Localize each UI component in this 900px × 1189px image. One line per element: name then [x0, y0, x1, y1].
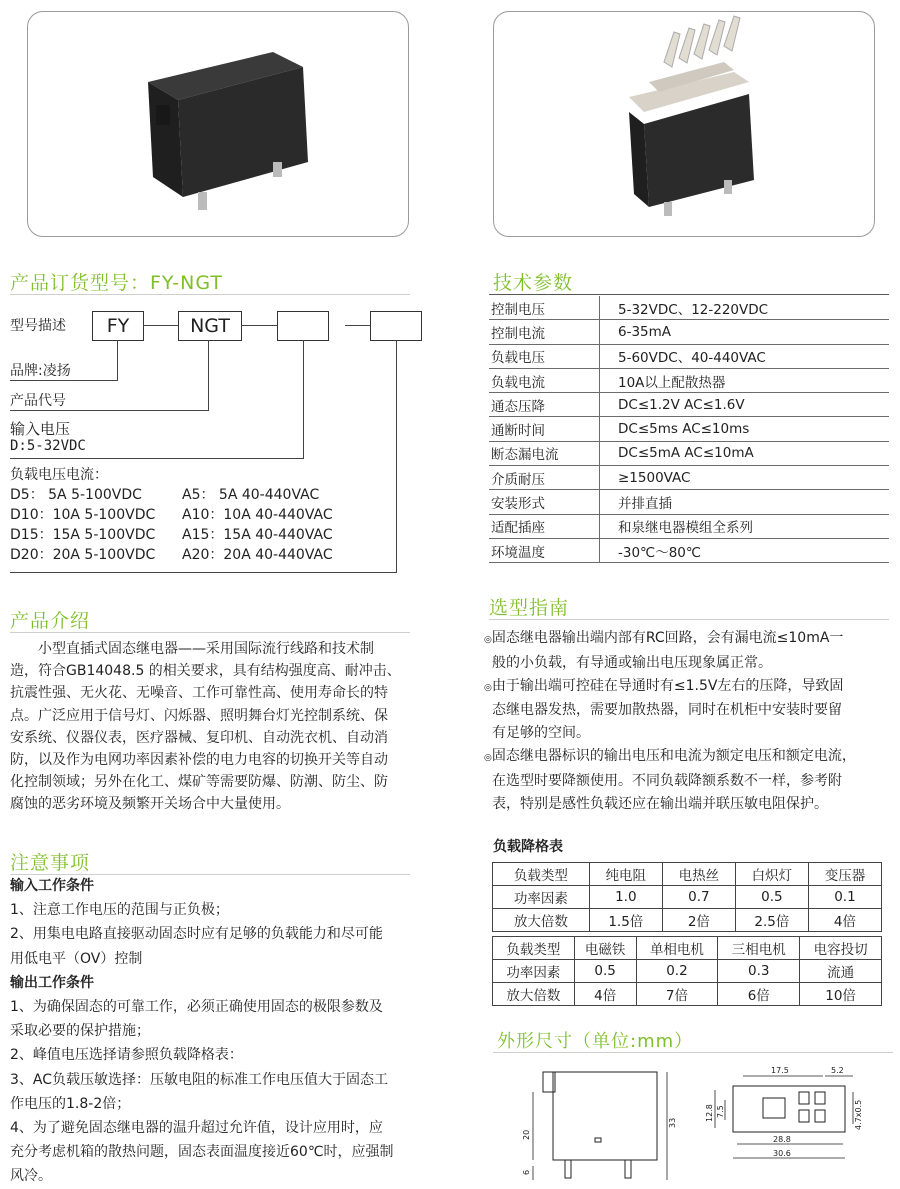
tech-key: 控制电流: [489, 320, 600, 344]
bracket-line: [208, 340, 209, 410]
load-row: [10, 545, 333, 565]
derating-cell: 2.5倍: [735, 909, 808, 932]
intro-line: 腐蚀的恶劣环境及频繁开关场合中大量使用。: [10, 796, 290, 813]
tech-key: 适配插座: [489, 514, 600, 538]
load-dc: D20：20A 5-100VDC: [10, 547, 156, 563]
guide-title: 选型指南: [489, 597, 570, 619]
order-title: 产品订货型号：FY-NGT: [10, 272, 224, 294]
notes-line: 2、用集电电路直接驱动固态时应有足够的负载能力和尽可能: [10, 926, 383, 943]
tech-row: [489, 441, 889, 465]
guide-line: 表，特别是感性负载还应在输出端并联压敏电阻保护。: [492, 795, 828, 812]
dim-12-8: 12.8: [705, 1104, 714, 1122]
input-voltage-value: D:5-32VDC: [10, 438, 86, 454]
tech-row: [489, 344, 889, 368]
tech-value: 10A以上配散热器: [600, 368, 890, 392]
derating-row: [493, 909, 882, 932]
dims-title: 外形尺寸（单位:mm）: [497, 1031, 694, 1052]
tech-value: 并排直插: [600, 490, 890, 514]
guide-line: 般的小负载，有导通或输出电压现象属正常。: [492, 654, 772, 671]
derating-cell: 电容投切: [800, 937, 882, 960]
notes-list: [10, 874, 450, 1189]
derating-cell: 负载类型: [493, 937, 575, 960]
tech-value: ≥1500VAC: [600, 466, 890, 490]
tech-divider: [489, 294, 889, 295]
notes-line: 风冷。: [10, 1168, 52, 1185]
tech-key: 通态压降: [489, 393, 600, 417]
derating-cell: 1.0: [589, 886, 662, 909]
tech-value: -30℃～80℃: [600, 538, 890, 562]
derating-cell: 白炽灯: [735, 863, 808, 886]
guide-line: ◎由于输出端可控硅在导通时有≤1.5V左右的压降，导致固: [484, 677, 844, 694]
derating-cell: 6倍: [718, 983, 800, 1006]
product-photo-frame-right: [493, 11, 875, 237]
derating-table-1: [492, 862, 882, 932]
guide-line: ◎固态继电器标识的输出电压和电流为额定电压和额定电流，: [484, 747, 856, 764]
derating-row: [493, 937, 882, 960]
derating-cell: 4倍: [808, 909, 881, 932]
derating-cell: 变压器: [808, 863, 881, 886]
guide-line: 态继电器发热，需要加散热器，同时在机柜中安装时要留: [492, 702, 842, 719]
derating-cell: 4倍: [574, 983, 636, 1006]
intro-line: 小型直插式固态继电器——采用国际流行线路和技术制: [38, 641, 374, 657]
tech-row: [489, 368, 889, 392]
derating-row: [493, 863, 882, 886]
load-ac: A20：20A 40-440VAC: [182, 547, 333, 563]
derating-cell: 7倍: [636, 983, 718, 1006]
notes-line: 作电压的1.8-2倍；: [10, 1095, 131, 1112]
derating-cell: 10倍: [800, 983, 882, 1006]
load-dc: D15：15A 5-100VDC: [10, 527, 156, 543]
tech-key: 环境温度: [489, 538, 600, 562]
notes-line: 1、注意工作电压的范围与正负极；: [10, 902, 229, 919]
tech-row: [489, 417, 889, 441]
notes-line: 用低电平（OV）控制: [10, 950, 143, 967]
guide-line: ◎固态继电器输出端内部有RC回路，会有漏电流≤10mA一: [484, 630, 844, 646]
tech-key: 控制电压: [489, 296, 600, 320]
load-dc: D10：10A 5-100VDC: [10, 507, 156, 523]
brand-label: 品牌:凌扬: [10, 363, 71, 379]
model-box-voltage: [277, 311, 329, 341]
dim-30-6: 30.6: [773, 1149, 791, 1158]
derating-cell: 放大倍数: [493, 983, 575, 1006]
tech-value: DC≤5mA AC≤10mA: [600, 441, 890, 465]
load-row: [10, 485, 333, 505]
relay-photo: [28, 12, 408, 236]
bracket-line: [303, 340, 304, 458]
tech-row: [489, 466, 889, 490]
tech-key: 通断时间: [489, 417, 600, 441]
derating-cell: 电磁铁: [574, 937, 636, 960]
guide-list: [484, 627, 894, 815]
tech-value: DC≤5ms AC≤10ms: [600, 417, 890, 441]
tech-key: 介质耐压: [489, 466, 600, 490]
dim-7-5: 7.5: [716, 1105, 725, 1118]
dim-5-2: 5.2: [831, 1066, 844, 1075]
tech-row: [489, 514, 889, 538]
derating-cell: 放大倍数: [493, 909, 590, 932]
load-label: 负载电压电流：: [10, 467, 108, 483]
notes-title: 注意事项: [10, 852, 91, 874]
load-ac: A10：10A 40-440VAC: [182, 507, 333, 523]
derating-cell: 负载类型: [493, 863, 590, 886]
dim-6: 6: [522, 1169, 531, 1175]
derating-cell: 0.5: [735, 886, 808, 909]
model-box-load: [370, 311, 422, 341]
connector-line: [143, 325, 178, 326]
intro-line: 化控制领域；另外在化工、煤矿等需要防爆、防潮、防尘、防: [10, 774, 388, 791]
tech-value: DC≤1.2V AC≤1.6V: [600, 393, 890, 417]
notes-line: 4、为了避免固态继电器的温升超过允许值，设计应用时，应: [10, 1120, 383, 1137]
tech-value: 5-32VDC、12-220VDC: [600, 296, 890, 320]
intro-paragraph: [10, 638, 440, 816]
tech-key: 负载电流: [489, 368, 600, 392]
derating-cell: 电热丝: [662, 863, 735, 886]
model-box-ngt: NGT: [178, 311, 242, 341]
derating-cell: 功率因素: [493, 886, 590, 909]
dim-28-8: 28.8: [773, 1135, 791, 1144]
dimension-drawing-side: [515, 1058, 685, 1189]
tech-row: [489, 490, 889, 514]
load-ac: A15：15A 40-440VAC: [182, 527, 333, 543]
bracket-line: [10, 572, 397, 573]
bracket-line: [396, 340, 397, 572]
bullet-icon: ◎: [484, 682, 492, 693]
bracket-line: [10, 458, 304, 459]
connector-line: [241, 325, 277, 326]
intro-line: 造，符合GB14048.5 的相关要求，具有结构强度高、耐冲击、: [10, 663, 401, 680]
derating-cell: 纯电阻: [589, 863, 662, 886]
derating-cell: 2倍: [662, 909, 735, 932]
intro-line: 防，以及作为电网功率因素补偿的电力电容的切换开关等自动: [10, 752, 388, 769]
derating-title: 负载降格表: [493, 839, 563, 855]
dim-20: 20: [522, 1129, 531, 1140]
model-box-fy: FY: [92, 311, 144, 341]
intro-line: 点。广泛应用于信号灯、闪烁器、照明舞台灯光控制系统、保: [10, 707, 388, 724]
tech-row: [489, 320, 889, 344]
dims-divider: [493, 1052, 893, 1053]
derating-cell: 0.5: [574, 960, 636, 983]
derating-row: [493, 983, 882, 1006]
bracket-line: [117, 340, 118, 380]
tech-value: 5-60VDC、40-440VAC: [600, 344, 890, 368]
guide-line: 在选型时要降额使用。不同负载降额系数不一样，参考附: [492, 772, 842, 789]
derating-table-2: [492, 936, 882, 1006]
load-dc: D5： 5A 5-100VDC: [10, 487, 142, 503]
notes-heading: 输出工作条件: [10, 974, 94, 991]
tech-value: 6-35mA: [600, 320, 890, 344]
notes-line: 3、AC负载压敏选择：压敏电阻的标准工作电压值大于固态工: [10, 1071, 389, 1088]
load-rows: [10, 485, 333, 565]
tech-key: 断态漏电流: [489, 441, 600, 465]
bullet-icon: ◎: [484, 635, 492, 645]
derating-cell: 0.7: [662, 886, 735, 909]
tech-key: 负载电压: [489, 344, 600, 368]
tech-row: [489, 296, 889, 320]
derating-cell: 0.3: [718, 960, 800, 983]
derating-cell: 流通: [800, 960, 882, 983]
order-divider: [10, 294, 410, 295]
tech-value: 和泉继电器模组全系列: [600, 514, 890, 538]
tech-key: 安装形式: [489, 490, 600, 514]
connector-line: [345, 325, 370, 326]
model-desc-label: 型号描述: [10, 318, 66, 334]
load-row: [10, 505, 333, 525]
derating-cell: 功率因素: [493, 960, 575, 983]
dimension-drawing-top: [703, 1062, 889, 1172]
notes-line: 充分考虑机箱的散热问题，固态表面温度接近60℃时，应强制: [10, 1144, 394, 1161]
derating-cell: 0.2: [636, 960, 718, 983]
intro-line: 安系统、仪器仪表，医疗器械、复印机、自动洗衣机、自动消: [10, 729, 388, 746]
tech-table: [489, 296, 889, 563]
notes-heading: 输入工作条件: [10, 878, 94, 894]
notes-line: 采取必要的保护措施；: [10, 1023, 150, 1040]
tech-title: 技术参数: [493, 272, 574, 294]
derating-cell: 1.5倍: [589, 909, 662, 932]
product-code-label: 产品代号: [10, 393, 66, 409]
notes-line: 1、为确保固态的可靠工作，必须正确使用固态的极限参数及: [10, 999, 383, 1016]
guide-line: 有足够的空间。: [492, 725, 590, 742]
intro-line: 抗震性强、无火花、无噪音、工作可靠性高、使用寿命长的特: [10, 685, 388, 702]
derating-cell: 0.1: [808, 886, 881, 909]
dim-17-5: 17.5: [771, 1066, 789, 1075]
derating-row: [493, 960, 882, 983]
derating-cell: 三相电机: [718, 937, 800, 960]
dim-33: 33: [668, 1117, 677, 1128]
dim-4-7: 4.7x0.5: [854, 1099, 863, 1130]
intro-title: 产品介绍: [10, 610, 91, 632]
notes-line: 2、峰值电压选择请参照负载降格表：: [10, 1047, 243, 1064]
tech-row: [489, 393, 889, 417]
bullet-icon: ◎: [484, 752, 492, 763]
intro-divider: [10, 632, 410, 633]
guide-divider: [489, 619, 889, 620]
tech-row: [489, 538, 889, 562]
input-voltage-label: 输入电压: [10, 420, 71, 438]
product-photo-frame-left: [27, 11, 409, 237]
relay-heatsink-photo: [494, 12, 874, 236]
load-row: [10, 525, 333, 545]
derating-cell: 单相电机: [636, 937, 718, 960]
derating-row: [493, 886, 882, 909]
load-ac: A5： 5A 40-440VAC: [182, 487, 320, 503]
